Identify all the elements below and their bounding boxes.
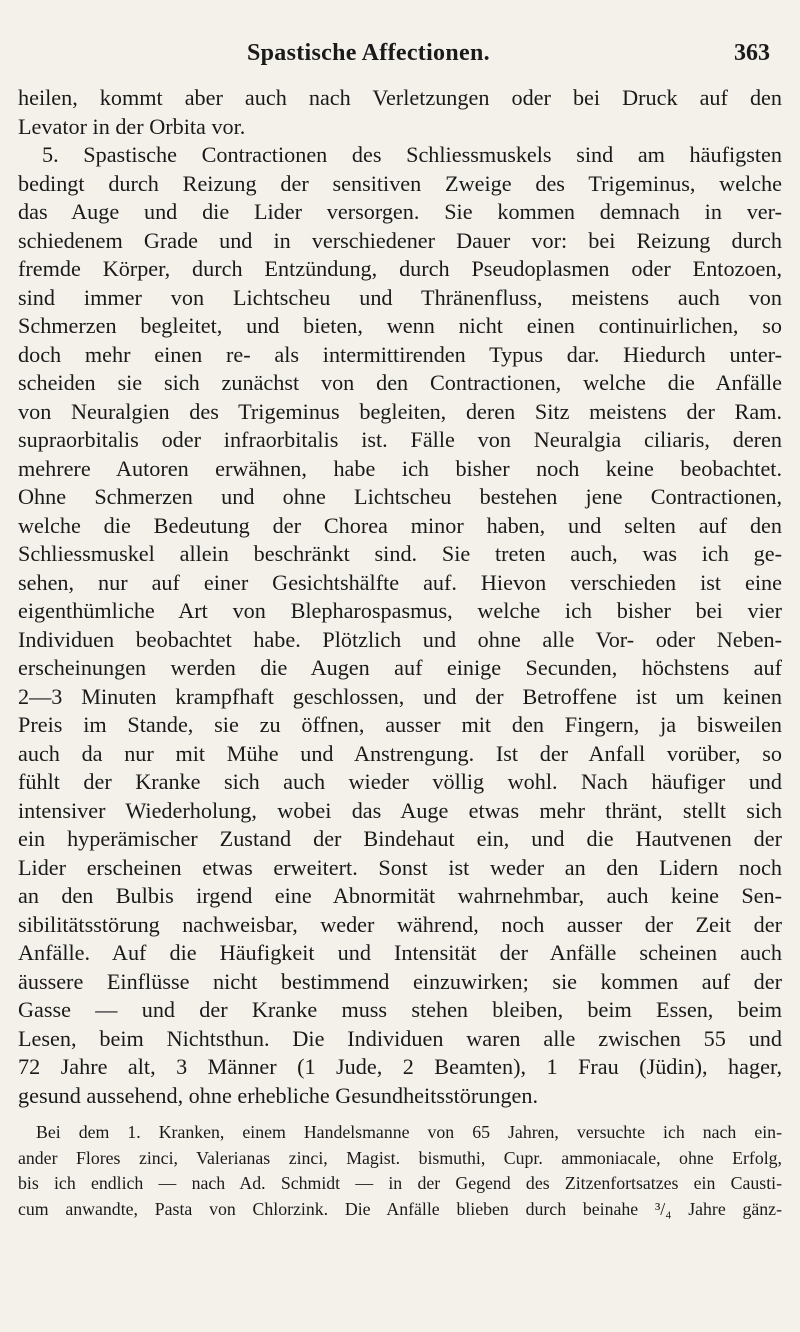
text-line: doch mehr einen re- als intermittirenden Typus dar. Hiedurch unter- <box>18 341 782 367</box>
text-line: supraorbitalis oder infraorbitalis ist. Fälle von Neuralgia ciliaris, deren <box>18 427 782 452</box>
footnote-line: Bei dem 1. Kranken, einem Handelsmanne von 65 Jahren, versuchte ich nach ein- <box>36 1122 782 1142</box>
text-line: sehen, nur auf einer Gesichtshälfte auf. Hievon verschieden ist eine <box>18 569 782 595</box>
text-line: eigenthümliche Art von Blepharospasmus, welche ich bisher bei vier <box>18 598 782 623</box>
footnote-line: ander Flores zinci, Valerianas zinci, Magist. bismuthi, Cupr. ammoniacale, ohne Erfolg, <box>18 1147 782 1168</box>
text-line: mehrere Autoren erwähnen, habe ich bisher noch keine beobachtet. <box>18 455 782 481</box>
footnote-line: bis ich endlich — nach Ad. Schmidt — in der Gegend des Zitzenfortsatzes ein Causti- <box>18 1173 782 1193</box>
text-line: 5. Spastische Contractionen des Schliessmuskels sind am häufigsten <box>42 142 782 167</box>
text-line: fühlt der Kranke sich auch wieder völlig wohl. Nach häufiger und <box>18 769 782 794</box>
text-line: Individuen beobachtet habe. Plötzlich und ohne alle Vor- oder Neben- <box>18 626 782 652</box>
text-line: scheiden sie sich zunächst von den Contractionen, welche die Anfälle <box>18 370 782 395</box>
text-line: Ohne Schmerzen und ohne Lichtscheu bestehen jene Contractionen, <box>18 484 782 509</box>
text-line: schiedenem Grade und in verschiedener Dauer vor: bei Reizung durch <box>18 227 782 253</box>
page-text <box>18 84 782 1222</box>
text-line: 72 Jahre alt, 3 Männer (1 Jude, 2 Beamten), 1 Frau (Jüdin), hager, <box>18 1054 782 1079</box>
text-line: sibilitätsstörung nachweisbar, weder während, noch ausser der Zeit der <box>18 911 782 937</box>
page-number: 363 <box>734 40 770 66</box>
footnote-line: cum anwandte, Pasta von Chlorzink. Die Anfälle blieben durch beinahe ³/₄ Jahre gänz- <box>18 1198 782 1219</box>
text-line: welche die Bedeutung der Chorea minor haben, und selten auf den <box>18 512 782 538</box>
text-line: bedingt durch Reizung der sensitiven Zweige des Trigeminus, welche <box>18 170 782 196</box>
running-header <box>0 40 800 80</box>
text-line: gesund aussehend, ohne erhebliche Gesundheitsstörungen. <box>18 1082 539 1108</box>
text-line: Lider erscheinen etwas erweitert. Sonst ist weder an den Lidern noch <box>18 854 782 880</box>
text-line: Anfälle. Auf die Häufigkeit und Intensität der Anfälle scheinen auch <box>18 940 782 965</box>
text-line: ein hyperämischer Zustand der Bindehaut ein, und die Hautvenen der <box>18 826 782 851</box>
body-text <box>18 84 782 1110</box>
text-line: erscheinungen werden die Augen auf einige Secunden, höchstens auf <box>18 655 782 680</box>
text-line: heilen, kommt aber auch nach Verletzungen oder bei Druck auf den <box>18 85 782 110</box>
text-line: 2—3 Minuten krampfhaft geschlossen, und der Betroffene ist um keinen <box>18 683 782 709</box>
running-title: Spastische Affectionen. <box>247 40 490 66</box>
text-line: Lesen, beim Nichtsthun. Die Individuen waren alle zwischen 55 und <box>18 1025 782 1051</box>
text-line: sind immer von Lichtscheu und Thränenfluss, meistens auch von <box>18 284 782 310</box>
text-line: Gasse — und der Kranke muss stehen bleiben, beim Essen, beim <box>18 997 782 1022</box>
text-line: äussere Einflüsse nicht bestimmend einzuwirken; sie kommen auf der <box>18 968 782 994</box>
text-line: intensiver Wiederholung, wobei das Auge etwas mehr thränt, stellt sich <box>18 797 782 823</box>
footnote <box>18 1120 782 1222</box>
text-line: Schliessmuskel allein beschränkt sind. Sie treten auch, was ich ge- <box>18 541 782 566</box>
text-line: auch da nur mit Mühe und Anstrengung. Ist der Anfall vorüber, so <box>18 740 782 766</box>
text-line: Preis im Stande, sie zu öffnen, ausser mit den Fingern, ja bisweilen <box>18 712 782 737</box>
text-line: Levator in der Orbita vor. <box>18 113 246 139</box>
text-line: an den Bulbis irgend eine Abnormität wahrnehmbar, auch keine Sen- <box>18 883 782 908</box>
text-line: von Neuralgien des Trigeminus begleiten, deren Sitz meistens der Ram. <box>18 398 782 424</box>
text-line: fremde Körper, durch Entzündung, durch Pseudoplasmen oder Entozoen, <box>18 256 782 281</box>
text-line: Schmerzen begleitet, und bieten, wenn nicht einen continuirlichen, so <box>18 313 782 338</box>
text-line: das Auge und die Lider versorgen. Sie kommen demnach in ver- <box>18 199 782 224</box>
